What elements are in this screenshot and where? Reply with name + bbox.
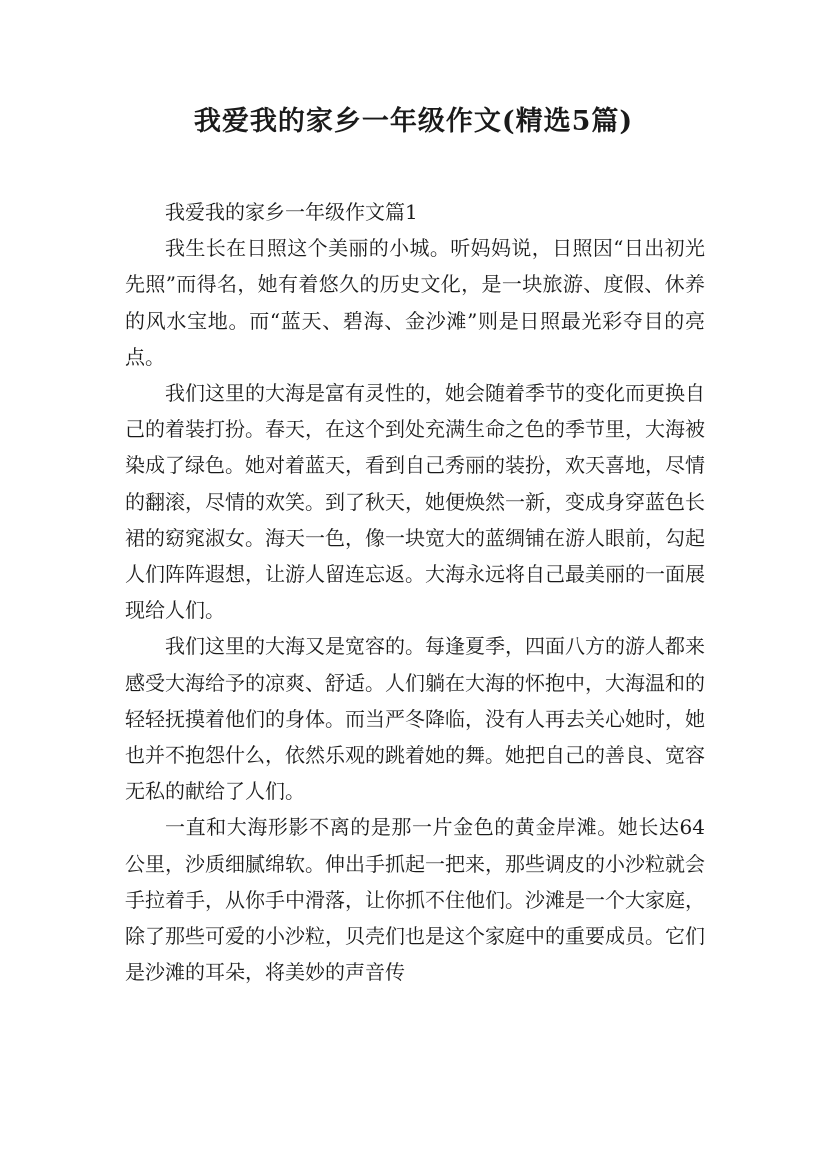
paragraph: 我们这里的大海又是宽容的。每逢夏季，四面八方的游人都来感受大海给予的凉爽、舒适。人们躺在大海的怀抱中，大海温和的轻轻抚摸着他们的身体。而当严冬降临，没有人再去关心她时，她也并不抱怨什么，依然乐观的跳着她的舞。她把自己的善良、宽容无私的献给了人们。 xyxy=(125,634,705,804)
paragraph: 一直和大海形影不离的是那一片金色的黄金岸滩。她长达64公里，沙质细腻绵软。伸出手抓起一把来，那些调皮的小沙粒就会手拉着手，从你手中滑落，让你抓不住他们。沙滩是一个大家庭，除了那些可爱的小沙粒，贝壳们也是这个家庭中的重要成员。它们是沙滩的耳朵，将美妙的声音传 xyxy=(125,815,705,985)
section-heading: 我爱我的家乡一年级作文篇1 xyxy=(165,200,418,224)
document-body xyxy=(125,194,705,990)
paragraph: 我们这里的大海是富有灵性的，她会随着季节的变化而更换自己的着装打扮。春天，在这个到处充满生命之色的季节里，大海被染成了绿色。她对着蓝天，看到自己秀丽的装扮，欢天喜地，尽情的翻滚，尽情的欢笑。到了秋天，她便焕然一新，变成身穿蓝色长裙的窈窕淑女。海天一色，像一块宽大的蓝绸铺在游人眼前，勾起人们阵阵遐想，让游人留连忘返。大海永远将自己最美丽的一面展现给人们。 xyxy=(125,381,705,623)
document-title: 我爱我的家乡一年级作文(精选5篇) xyxy=(193,106,634,137)
paragraph: 我生长在日照这个美丽的小城。听妈妈说，日照因“日出初光先照”而得名，她有着悠久的历史文化，是一块旅游、度假、休养的风水宝地。而“蓝天、碧海、金沙滩”则是日照最光彩夺目的亮点。 xyxy=(125,236,705,369)
